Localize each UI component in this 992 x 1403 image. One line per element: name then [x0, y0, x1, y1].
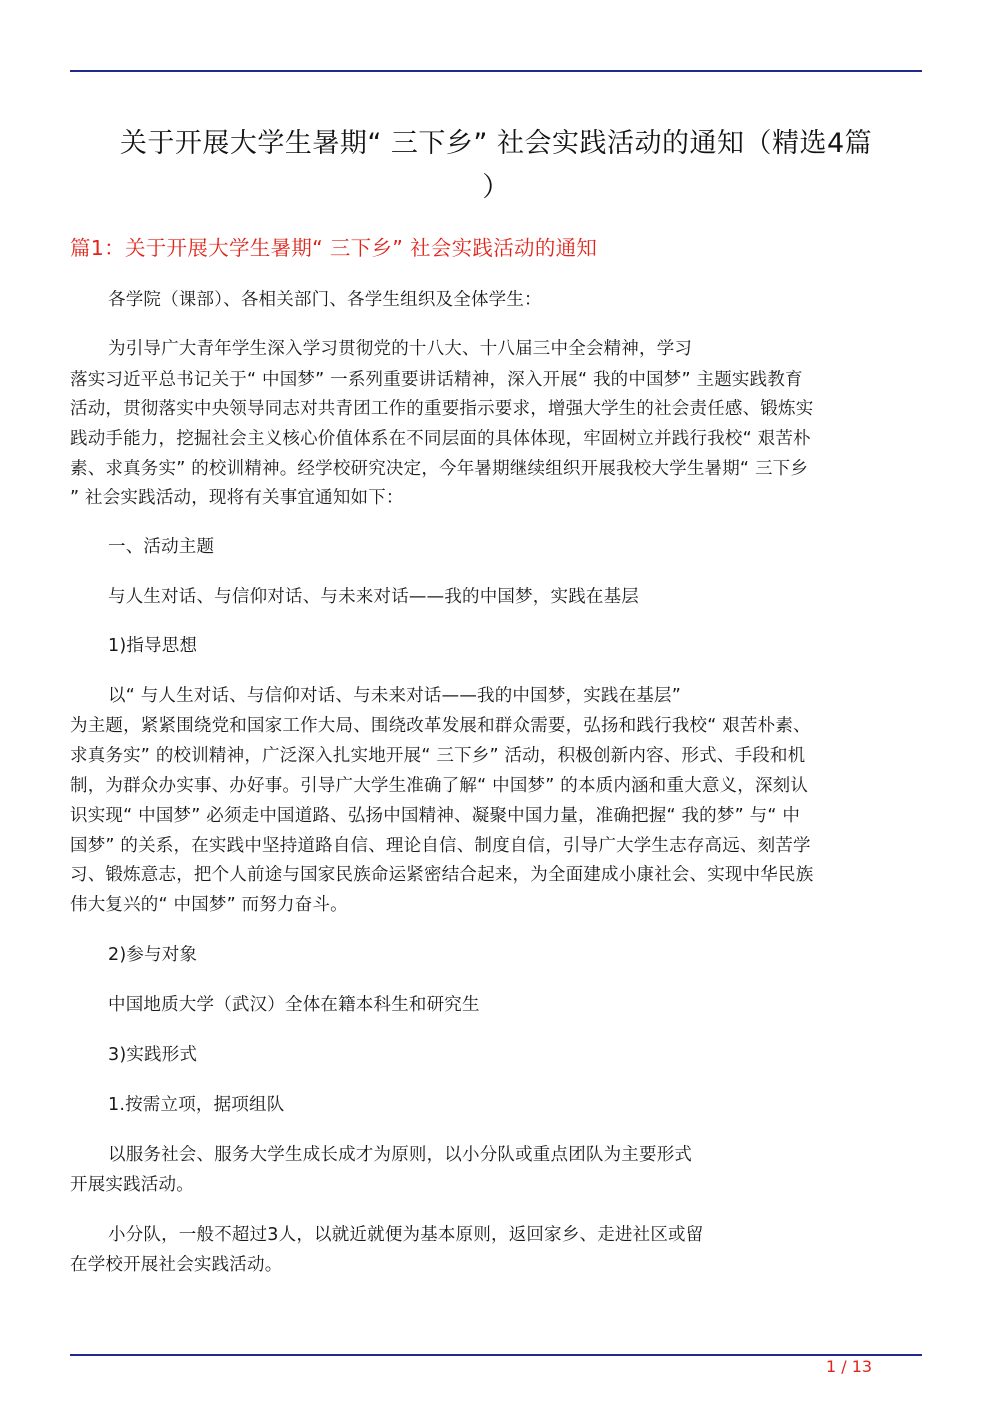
heading-activity-theme: 一、活动主题 [108, 537, 215, 557]
heading-participants: 2)参与对象 [108, 945, 198, 965]
paragraph-line: 为引导广大青年学生深入学习贯彻党的十八大、十八届三中全会精神，学习 [108, 339, 693, 359]
paragraph-line: 制，为群众办实事、办好事。引导广大学生准确了解“ 中国梦” 的本质内涵和重大意义，深刻认 [70, 776, 809, 796]
heading-guiding-idea: 1)指导思想 [108, 636, 198, 656]
paragraph-line: 伟大复兴的“ 中国梦” 而努力奋斗。 [70, 895, 348, 915]
section-heading: 篇1：关于开展大学生暑期“ 三下乡” 社会实践活动的通知 [70, 236, 598, 260]
header-rule [70, 70, 922, 72]
heading-practice-form: 3)实践形式 [108, 1045, 198, 1065]
paragraph-line: 识实现“ 中国梦” 必须走中国道路、弘扬中国精神、凝聚中国力量，准确把握“ 我的梦” 与“ 中 [70, 806, 801, 826]
paragraph-line: 开展实践活动。 [70, 1175, 194, 1195]
title-line-1: 关于开展大学生暑期“ 三下乡” 社会实践活动的通知（精选4篇 [119, 128, 873, 159]
paragraph-line: 国梦” 的关系，在实践中坚持道路自信、理论自信、制度自信，引导广大学生志存高远、刻苦学 [70, 836, 811, 856]
document-title [70, 122, 922, 210]
paragraph-line: 以服务社会、服务大学生成长成才为原则，以小分队或重点团队为主要形式 [108, 1145, 693, 1165]
paragraph-line: 习、锻炼意志，把个人前途与国家民族命运紧密结合起来，为全面建成小康社会、实现中华民族 [70, 865, 814, 885]
paragraph-line: ” 社会实践活动，现将有关事宜通知如下： [70, 488, 404, 508]
paragraph-line: 以“ 与人生对话、与信仰对话、与未来对话——我的中国梦，实践在基层” [108, 686, 681, 706]
paragraph-line: 在学校开展社会实践活动。 [70, 1255, 283, 1275]
title-line-2: ） [482, 172, 510, 203]
paragraph-line: 活动，贯彻落实中央领导同志对共青团工作的重要指示要求，增强大学生的社会责任感、锻炼实 [70, 399, 814, 419]
salutation: 各学院（课部）、各相关部门、各学生组织及全体学生： [108, 290, 542, 310]
paragraph-line: 落实习近平总书记关于“ 中国梦” 一系列重要讲话精神，深入开展“ 我的中国梦” 主题实践教育 [70, 370, 803, 390]
paragraph-line: 为主题，紧紧围绕党和国家工作大局、围绕改革发展和群众需要，弘扬和践行我校“ 艰苦朴素、 [70, 716, 811, 736]
paragraph-line: 求真务实” 的校训精神，广泛深入扎实地开展“ 三下乡” 活动，积极创新内容、形式、手段和机 [70, 746, 806, 766]
paragraph-line: 践动手能力，挖掘社会主义核心价值体系在不同层面的具体体现，牢固树立并践行我校“ 艰苦朴 [70, 429, 811, 449]
paragraph-line: 中国地质大学（武汉）全体在籍本科生和研究生 [108, 995, 480, 1015]
footer-rule [70, 1354, 922, 1356]
page-number: 1 / 13 [826, 1357, 873, 1376]
paragraph-line: 小分队，一般不超过3人，以就近就便为基本原则，返回家乡、走进社区或留 [108, 1225, 704, 1245]
paragraph-line: 与人生对话、与信仰对话、与未来对话——我的中国梦，实践在基层 [108, 587, 639, 607]
heading-project-team: 1.按需立项，据项组队 [108, 1095, 285, 1115]
paragraph-line: 素、求真务实” 的校训精神。经学校研究决定，今年暑期继续组织开展我校大学生暑期“ 三下乡 [70, 459, 809, 479]
